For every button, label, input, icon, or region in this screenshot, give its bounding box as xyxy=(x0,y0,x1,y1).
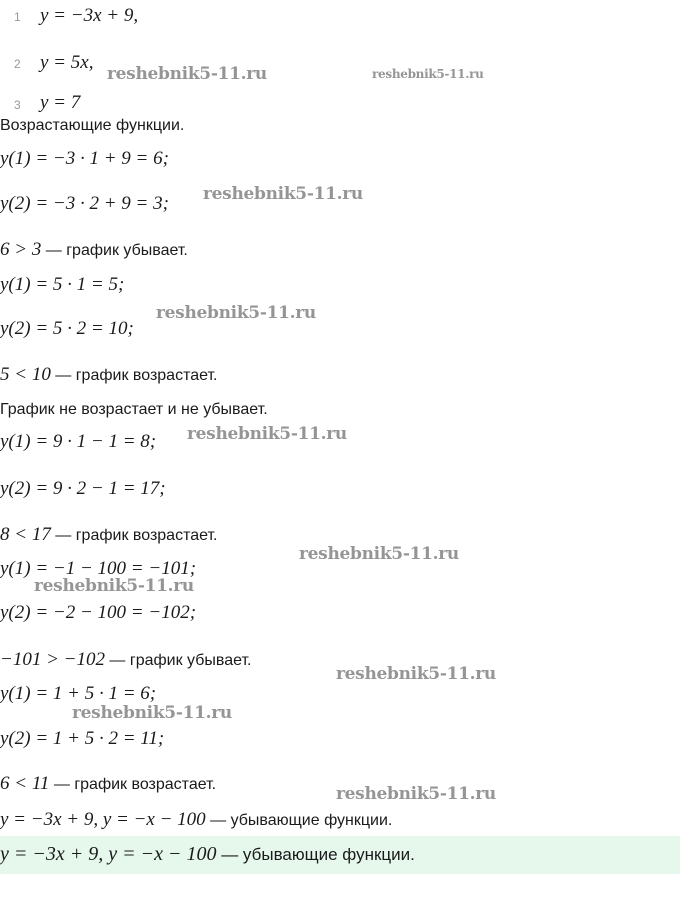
equation-line: y(2) = 5 · 2 = 10; xyxy=(0,318,134,339)
answer-line xyxy=(0,843,415,866)
watermark: reshebnik5-11.ru xyxy=(299,544,459,564)
watermark: reshebnik5-11.ru xyxy=(187,424,347,444)
conclusion-math: 8 < 17 xyxy=(0,524,51,545)
list-item: y = 5x, xyxy=(40,52,94,73)
list-item: y = −3x + 9, xyxy=(40,5,139,26)
equation-line: y(1) = 1 + 5 · 1 = 6; xyxy=(0,683,157,704)
watermark: reshebnik5-11.ru xyxy=(34,576,194,596)
conclusion-text: — график возрастает. xyxy=(50,367,218,384)
list-number: 2 xyxy=(14,57,21,71)
equation-line: y(2) = −3 · 2 + 9 = 3; xyxy=(0,193,169,214)
conclusion-text: — график возрастает. xyxy=(49,776,217,793)
watermark: reshebnik5-11.ru xyxy=(107,64,267,84)
conclusion-text: — график возрастает. xyxy=(50,527,218,544)
answer-math: y = −3x + 9, y = −x − 100 xyxy=(0,843,217,865)
equation-line: y(1) = −1 − 100 = −101; xyxy=(0,558,197,579)
list-item: y = 7 xyxy=(40,92,81,113)
equation-line: y(1) = 9 · 1 − 1 = 8; xyxy=(0,431,157,452)
conclusion-math: 6 < 11 xyxy=(0,773,50,794)
watermark: reshebnik5-11.ru xyxy=(203,184,363,204)
equation-line: y(2) = 9 · 2 − 1 = 17; xyxy=(0,478,166,499)
equation-line: y(2) = −2 − 100 = −102; xyxy=(0,602,197,623)
section-heading: Возрастающие функции. xyxy=(0,117,185,134)
cut-off-list-item xyxy=(0,92,680,113)
watermark: reshebnik5-11.ru xyxy=(336,784,496,804)
answer-text: — убывающие функции. xyxy=(216,845,415,864)
equation-line: y(1) = −3 · 1 + 9 = 6; xyxy=(0,148,169,169)
conclusion-math: 6 > 3 xyxy=(0,239,42,260)
watermark: reshebnik5-11.ru xyxy=(156,303,316,323)
conclusion-line xyxy=(0,773,216,795)
conclusion-text: — убывающие функции. xyxy=(205,812,393,829)
equation-line: y(1) = 5 · 1 = 5; xyxy=(0,274,125,295)
conclusion-line xyxy=(0,364,217,386)
conclusion-line xyxy=(0,649,251,671)
conclusion-text: — график убывает. xyxy=(41,242,188,259)
watermark: reshebnik5-11.ru xyxy=(336,664,496,684)
conclusion-line xyxy=(0,239,188,261)
conclusion-math: y = −3x + 9, y = −x − 100 xyxy=(0,809,206,830)
conclusion-math: −101 > −102 xyxy=(0,649,105,670)
statement-line: График не возрастает и не убывает. xyxy=(0,401,268,418)
watermark: reshebnik5-11.ru xyxy=(72,703,232,723)
answer-box xyxy=(0,836,680,874)
list-number: 3 xyxy=(14,98,21,112)
conclusion-line xyxy=(0,524,217,546)
conclusion-math: 5 < 10 xyxy=(0,364,51,385)
list-number: 1 xyxy=(14,10,21,24)
equation-line: y(2) = 1 + 5 · 2 = 11; xyxy=(0,728,165,749)
conclusion-text: — график убывает. xyxy=(104,652,252,669)
conclusion-line xyxy=(0,809,392,831)
watermark: reshebnik5-11.ru xyxy=(372,67,484,81)
